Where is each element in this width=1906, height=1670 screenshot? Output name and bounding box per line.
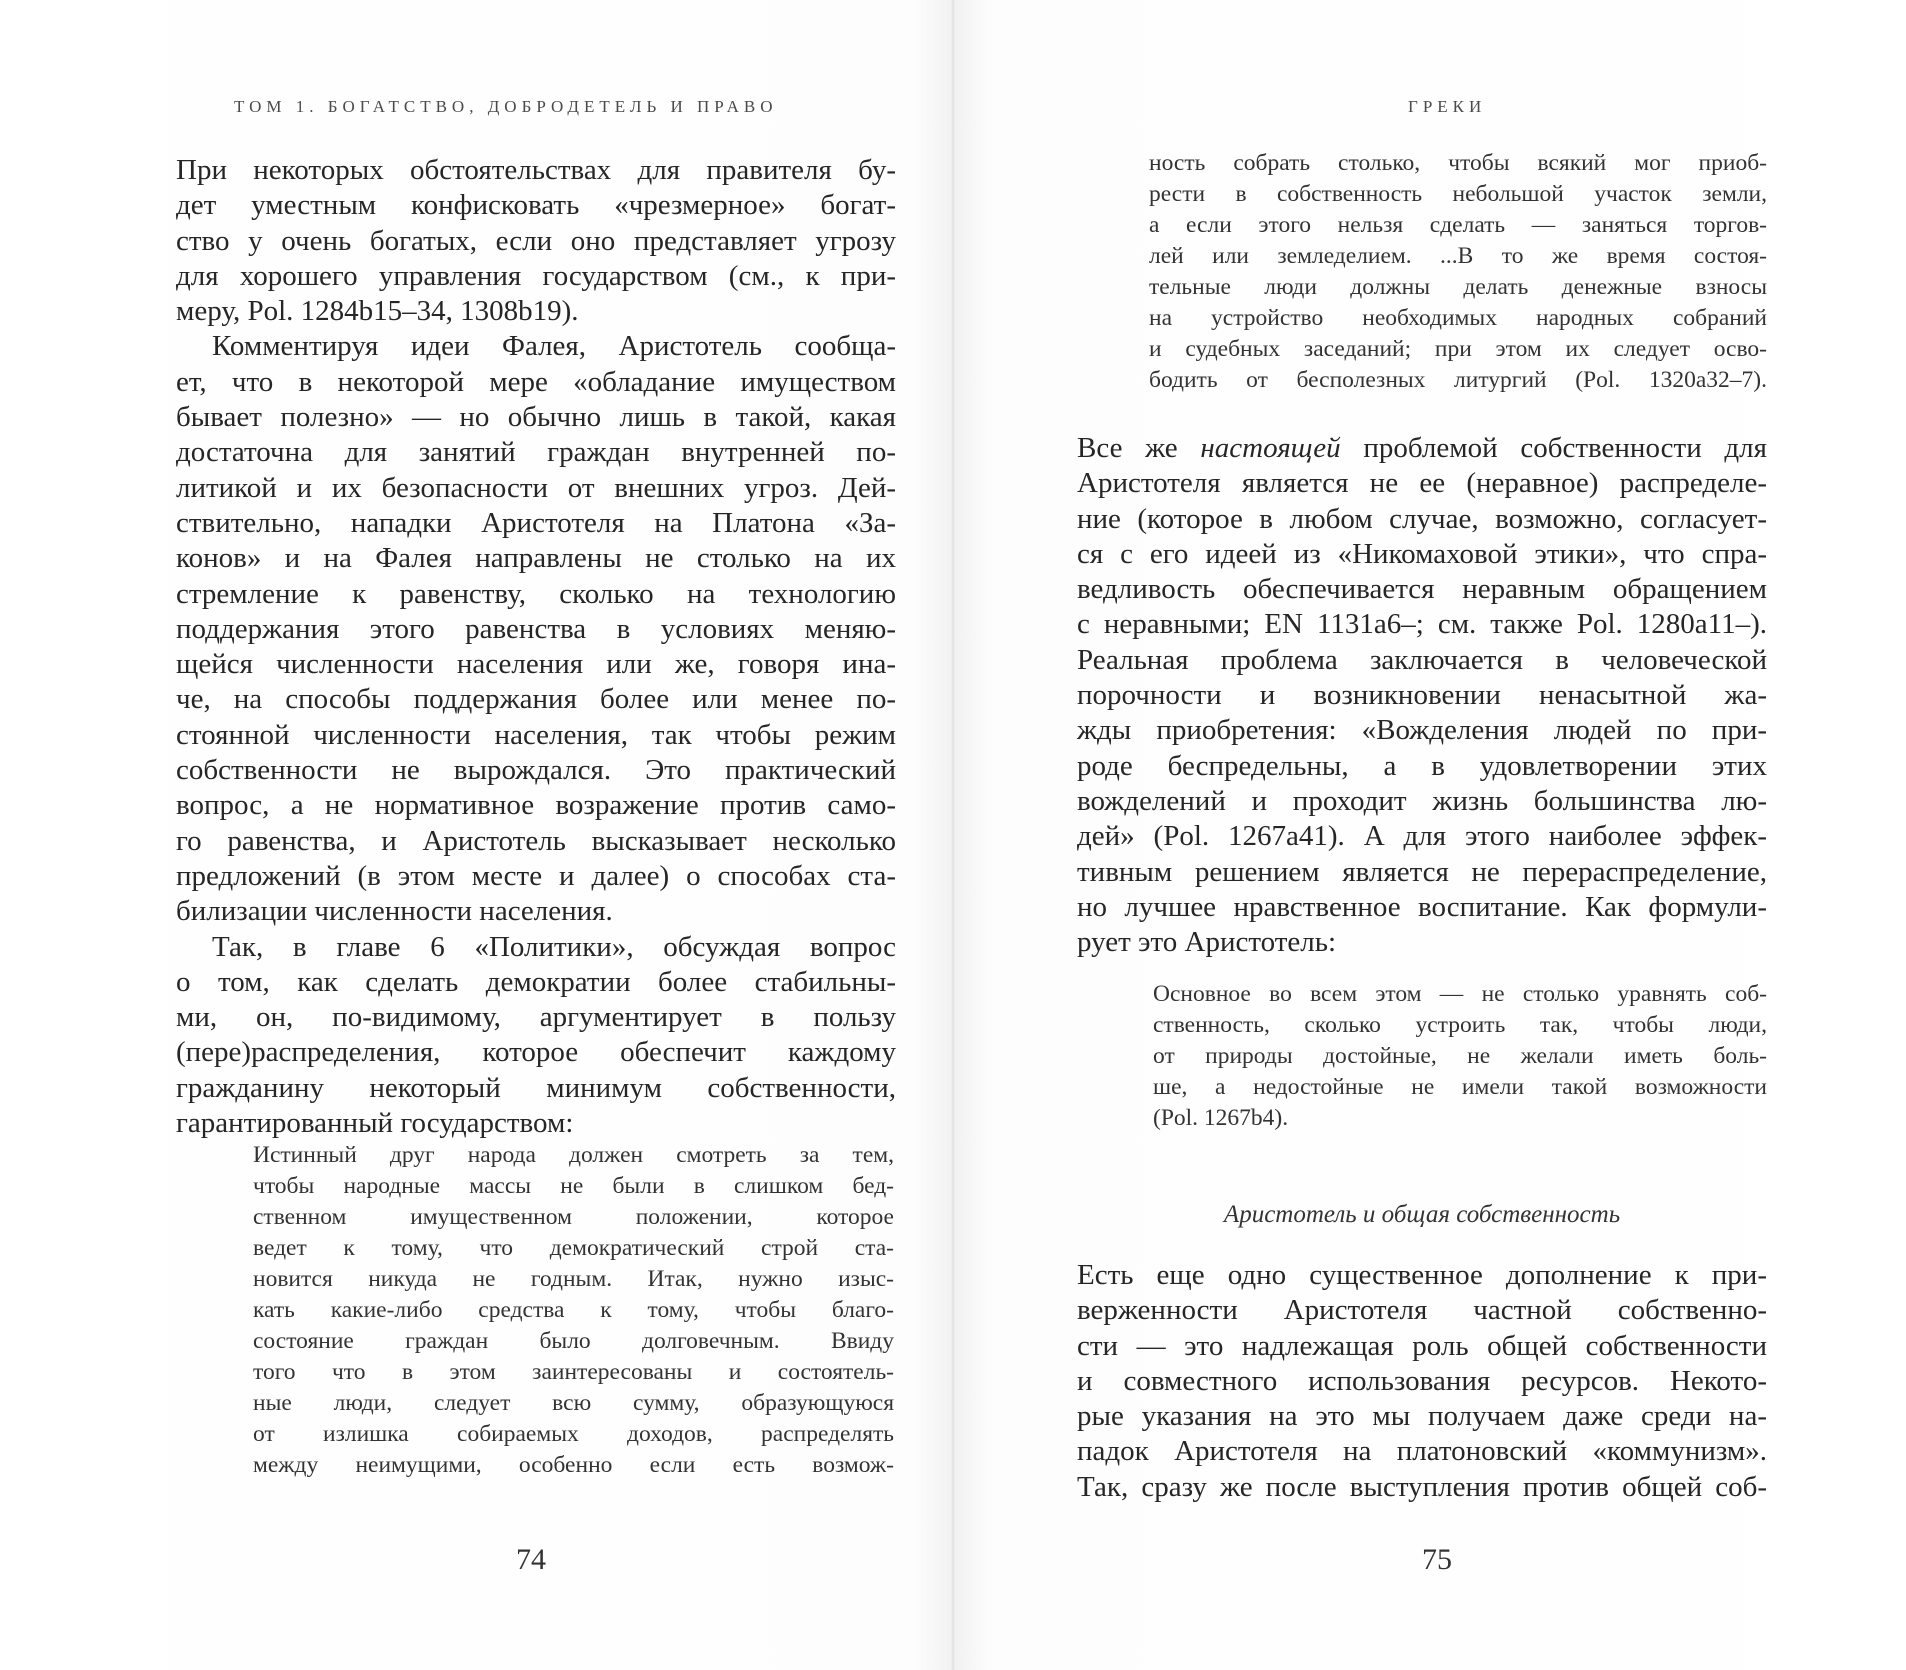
block-quote	[253, 1140, 894, 1481]
text-line: гарантированный государством:	[176, 1107, 574, 1140]
quote-line: бодить от бесполезных литургий (Pol. 1320a32–7).	[1149, 367, 1767, 393]
text-line: дей» (Pol. 1267a41). А для этого наиболее эффек-	[1077, 820, 1767, 853]
body-text	[1077, 1258, 1767, 1505]
text-line: Реальная проблема заключается в человеческой	[1077, 643, 1767, 676]
text-line: для хорошего управления государством (см., к при-	[176, 259, 896, 292]
quote-line: ственность, сколько устроить так, чтобы люди,	[1153, 1012, 1767, 1038]
quote-line: и судебных заседаний; при этом их следует осво-	[1149, 336, 1767, 362]
text-line: меру, Pol. 1284b15–34, 1308b19).	[176, 295, 579, 328]
text-line: рые указания на это мы получаем даже среди на-	[1077, 1400, 1767, 1433]
text-line: достаточна для занятий граждан внутренней по-	[176, 436, 896, 469]
text-line: жды приобретения: «Вожделения людей по при-	[1077, 714, 1767, 747]
text-line: (пере)распределения, которое обеспечит каждому	[176, 1036, 896, 1069]
quote-line: ше, а недостойные не имели такой возможности	[1153, 1074, 1767, 1100]
quote-line: кать какие-либо средства к тому, чтобы благо-	[253, 1297, 894, 1323]
body-text	[1077, 431, 1767, 960]
text-line	[1077, 431, 1767, 466]
text-line: вопрос, а не нормативное возражение против само-	[176, 789, 896, 822]
text-line: ние (которое в любом случае, возможно, согласует-	[1077, 502, 1767, 535]
text-line: го равенства, и Аристотель высказывает несколько	[176, 824, 896, 857]
text-line: ми, он, по-видимому, аргументирует в пользу	[176, 1001, 896, 1034]
quote-line: новится никуда не годным. Итак, нужно изыс-	[253, 1266, 894, 1292]
text-line: но лучшее нравственное воспитание. Как формули-	[1077, 890, 1767, 923]
quote-line: от излишка собираемых доходов, распределять	[253, 1421, 894, 1447]
text-line: падок Аристотеля на платоновский «коммунизм».	[1077, 1435, 1767, 1468]
text-line: Так, в главе 6 «Политики», обсуждая вопрос	[212, 930, 896, 963]
text-line: конов» и на Фалея направлены не столько на их	[176, 542, 896, 575]
quote-line: лей или земледелием. ...В то же время состоя-	[1149, 243, 1767, 269]
quote-line: на устройство необходимых народных собраний	[1149, 305, 1767, 331]
text-line: ведливость обеспечивается неравным обращением	[1077, 573, 1767, 606]
text-line: стремление к равенству, сколько на технологию	[176, 577, 896, 610]
section-title: Аристотель и общая собственность	[1223, 1201, 1621, 1228]
text-line: рует это Аристотель:	[1077, 926, 1337, 959]
book-gutter	[951, 0, 955, 1670]
quote-line: от природы достойные, не желали иметь боль-	[1153, 1043, 1767, 1069]
quote-line: того что в этом заинтересованы и состоятель-	[253, 1359, 894, 1385]
body-text	[176, 153, 896, 1141]
text-line: Аристотеля является не ее (неравное) распределе-	[1077, 467, 1767, 500]
text-line: тивным решением является не перераспределение,	[1077, 855, 1767, 888]
text-line: При некоторых обстоятельствах для правителя бу-	[176, 154, 896, 186]
text-line: ет, что в некоторой мере «обладание имуществом	[176, 365, 896, 398]
quote-line: (Pol. 1267b4).	[1153, 1105, 1289, 1131]
quote-line: Истинный друг народа должен смотреть за тем,	[253, 1142, 894, 1168]
text-run: проблемой собственности для	[1340, 432, 1767, 464]
right-page	[956, 0, 1906, 1670]
page-number: 74	[516, 1543, 546, 1576]
text-line: билизации численности населения.	[176, 895, 613, 928]
quote-line: рести в собственность небольшой участок земли,	[1149, 181, 1767, 207]
text-run: Все же	[1077, 432, 1201, 464]
text-line: Комментируя идеи Фалея, Аристотель сообща-	[212, 330, 896, 363]
text-line: верженности Аристотеля частной собственно-	[1077, 1294, 1767, 1327]
text-line: роде беспредельны, а в удовлетворении этих	[1077, 749, 1767, 782]
quote-line: ственном имущественном положении, которое	[253, 1204, 894, 1230]
emphasis-text: настоящей	[1200, 432, 1341, 464]
text-line: ствительно, нападки Аристотеля на Платона «За-	[176, 506, 896, 539]
text-line: стоянной численности населения, так чтобы режим	[176, 718, 896, 751]
quote-line: Основное во всем этом — не столько уравнять соб-	[1153, 981, 1767, 1007]
text-line: поддержания этого равенства в условиях меняю-	[176, 612, 896, 645]
text-line: с неравными; EN 1131a6–; см. также Pol. 1280a11–).	[1077, 608, 1767, 641]
text-line: порочности и возникновении ненасытной жа-	[1077, 679, 1767, 712]
text-line: гражданину некоторый минимум собственности,	[176, 1071, 896, 1104]
page-number: 75	[1422, 1543, 1452, 1576]
quote-line: ность собрать столько, чтобы всякий мог приоб-	[1149, 150, 1767, 176]
quote-line: чтобы народные массы не были в слишком бед-	[253, 1173, 894, 1199]
text-line: и совместного использования ресурсов. Некото-	[1077, 1364, 1767, 1397]
running-head: ГРЕКИ	[1408, 97, 1487, 116]
text-line: щейся численности населения или же, говоря ина-	[176, 648, 896, 681]
quote-line: между неимущими, особенно если есть возмож-	[253, 1452, 894, 1478]
left-page	[0, 0, 950, 1670]
quote-line: ные люди, следует всю сумму, образующуюся	[253, 1390, 894, 1416]
running-head: ТОМ 1. БОГАТСТВО, ДОБРОДЕТЕЛЬ И ПРАВО	[234, 97, 778, 116]
text-line: вожделений и проходит жизнь большинства лю-	[1077, 784, 1767, 817]
quote-line: а если этого нельзя сделать — заняться торгов-	[1149, 212, 1767, 238]
text-line: дет уместным конфисковать «чрезмерное» богат-	[176, 189, 896, 222]
quote-line: состояние граждан было долговечным. Ввиду	[253, 1328, 894, 1354]
text-line: о том, как сделать демократии более стабильны-	[176, 965, 896, 998]
text-line: бывает полезно» — но обычно лишь в такой, какая	[176, 401, 896, 434]
text-line: Есть еще одно существенное дополнение к при-	[1077, 1259, 1767, 1291]
block-quote	[1153, 979, 1767, 1134]
text-line: сти — это надлежащая роль общей собственности	[1077, 1329, 1767, 1362]
text-line: литикой и их безопасности от внешних угроз. Дей-	[176, 471, 896, 504]
text-line: ся с его идеей из «Никомаховой этики», что спра-	[1077, 537, 1767, 570]
text-line: ство у очень богатых, если оно представляет угрозу	[176, 224, 896, 257]
text-line: собственности не вырождался. Это практический	[176, 754, 896, 787]
quote-line: ведет к тому, что демократический строй ста-	[253, 1235, 894, 1261]
text-line: че, на способы поддержания более или менее по-	[176, 683, 896, 716]
text-line: предложений (в этом месте и далее) о способах ста-	[176, 859, 896, 892]
quote-line: тельные люди должны делать денежные взносы	[1149, 274, 1767, 300]
text-line: Так, сразу же после выступления против общей соб-	[1077, 1470, 1767, 1503]
block-quote-continued	[1149, 148, 1767, 396]
